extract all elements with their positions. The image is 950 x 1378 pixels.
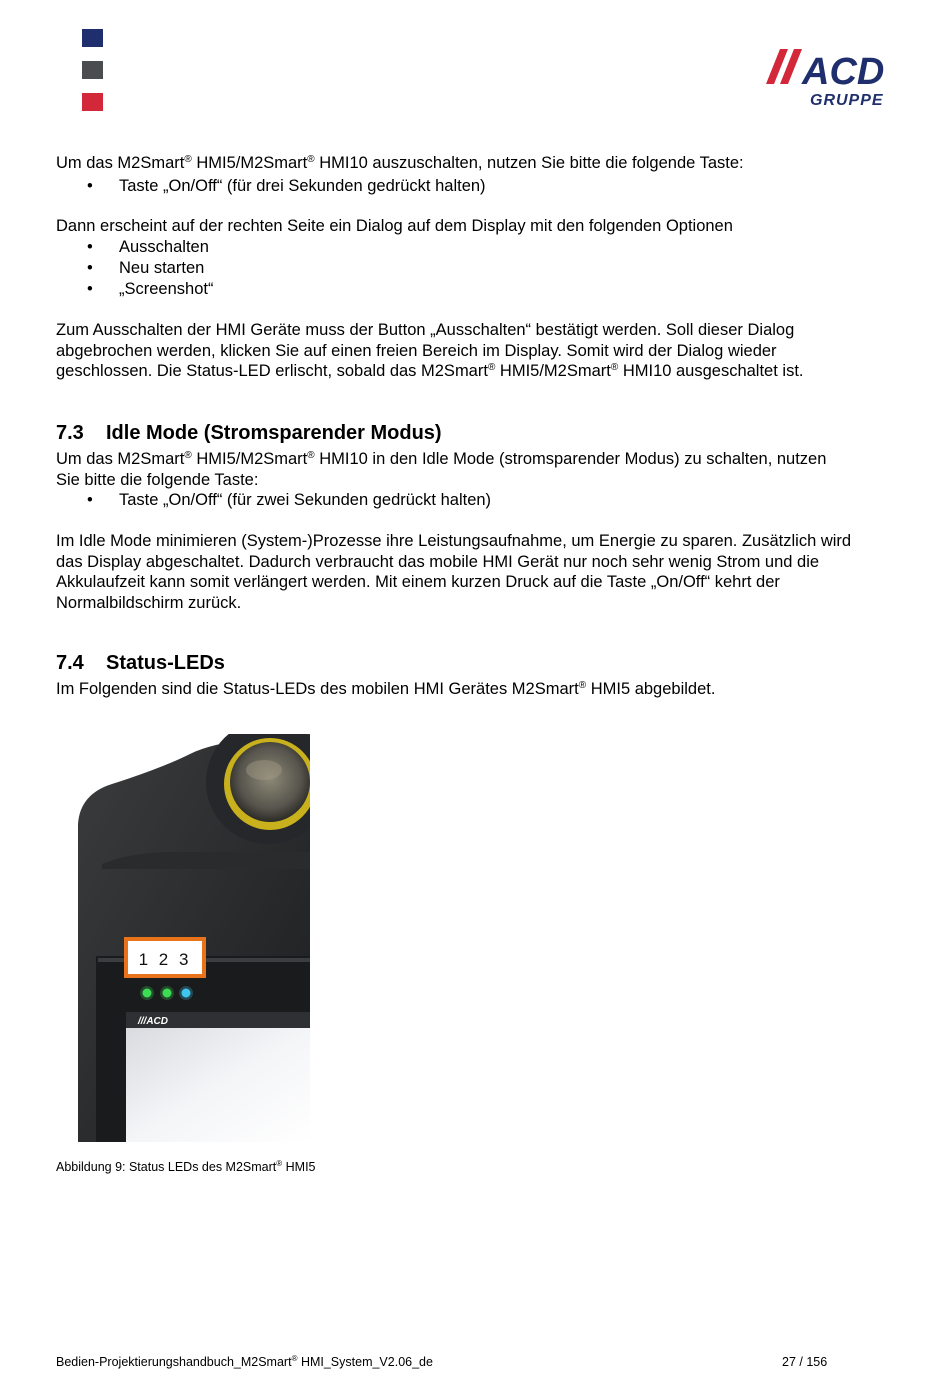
header-square-blue (82, 29, 103, 47)
footer-document-name: Bedien-Projektierungshandbuch_M2Smart® HMI_System_V2.06_de (56, 1354, 433, 1369)
section73-bullet-list (56, 490, 876, 511)
list-item: • „Screenshot“ (56, 279, 876, 300)
section-heading-7-4: 7.4 Status-LEDs (56, 652, 225, 674)
dialog-text: Dann erscheint auf der rechten Seite ein Dialog auf dem Display mit den folgenden Optionen (56, 217, 733, 235)
section73-paragraph: Im Idle Mode minimieren (System-)Prozesse ihre Leistungsaufnahme, um Energie zu sparen. Zusätzlich wird das Display abgeschaltet. Dadurch verbraucht das mobile HMI Gerät nur noch sehr wenig Strom und die Akkulaufzeit kann somit verlängert werden. Mit einem kurzen Druck auf die Taste „On/Off“ kehrt der Normalbildschirm zurück. (56, 532, 852, 612)
list-item: • Taste „On/Off“ (für zwei Sekunden gedrückt halten) (56, 490, 876, 511)
section-heading-7-3: 7.3 Idle Mode (Stromsparender Modus) (56, 422, 442, 444)
screen-brand-text: ///ACD (138, 1016, 168, 1027)
section74-intro: Im Folgenden sind die Status-LEDs des mobilen HMI Gerätes M2Smart® HMI5 abgebildet. (56, 680, 716, 698)
list-item: • Taste „On/Off“ (für drei Sekunden gedrückt halten) (56, 176, 876, 197)
logo-brand-text: ACD (802, 51, 885, 93)
led-label-text: 1 2 3 (138, 950, 192, 969)
section73-intro: Um das M2Smart® HMI5/M2Smart® HMI10 in den Idle Mode (stromsparender Modus) zu schalten, nutzen Sie bitte die folgende Taste: (56, 450, 827, 489)
list-item: • Neu starten (56, 258, 876, 279)
acd-logo (766, 44, 920, 110)
logo-sub-text: GRUPPE (810, 92, 884, 109)
footer-page-number: 27 / 156 (782, 1355, 828, 1369)
device-screen (126, 1028, 310, 1142)
shutdown-paragraph: Zum Ausschalten der HMI Geräte muss der Button „Ausschalten“ bestätigt werden. Soll dieser Dialog abgebrochen werden, klicken Sie auf einen freien Bereich im Display. Somit wird der Dialog wieder geschlossen. Die Status-LED erlischt, sobald das M2Smart® HMI5/M2Smart® HMI10 ausgeschaltet ist. (56, 321, 804, 380)
figure-caption: Abbildung 9: Status LEDs des M2Smart® HMI5 (56, 1159, 316, 1174)
intro-bullet-list (56, 176, 876, 197)
header-square-red (82, 93, 103, 111)
header-square-gray (82, 61, 103, 79)
intro-line: Um das M2Smart® HMI5/M2Smart® HMI10 auszuschalten, nutzen Sie bitte die folgende Taste: (56, 154, 744, 172)
list-item: • Ausschalten (56, 237, 876, 258)
device-photo (72, 734, 310, 1142)
dialog-options-list (56, 237, 876, 300)
